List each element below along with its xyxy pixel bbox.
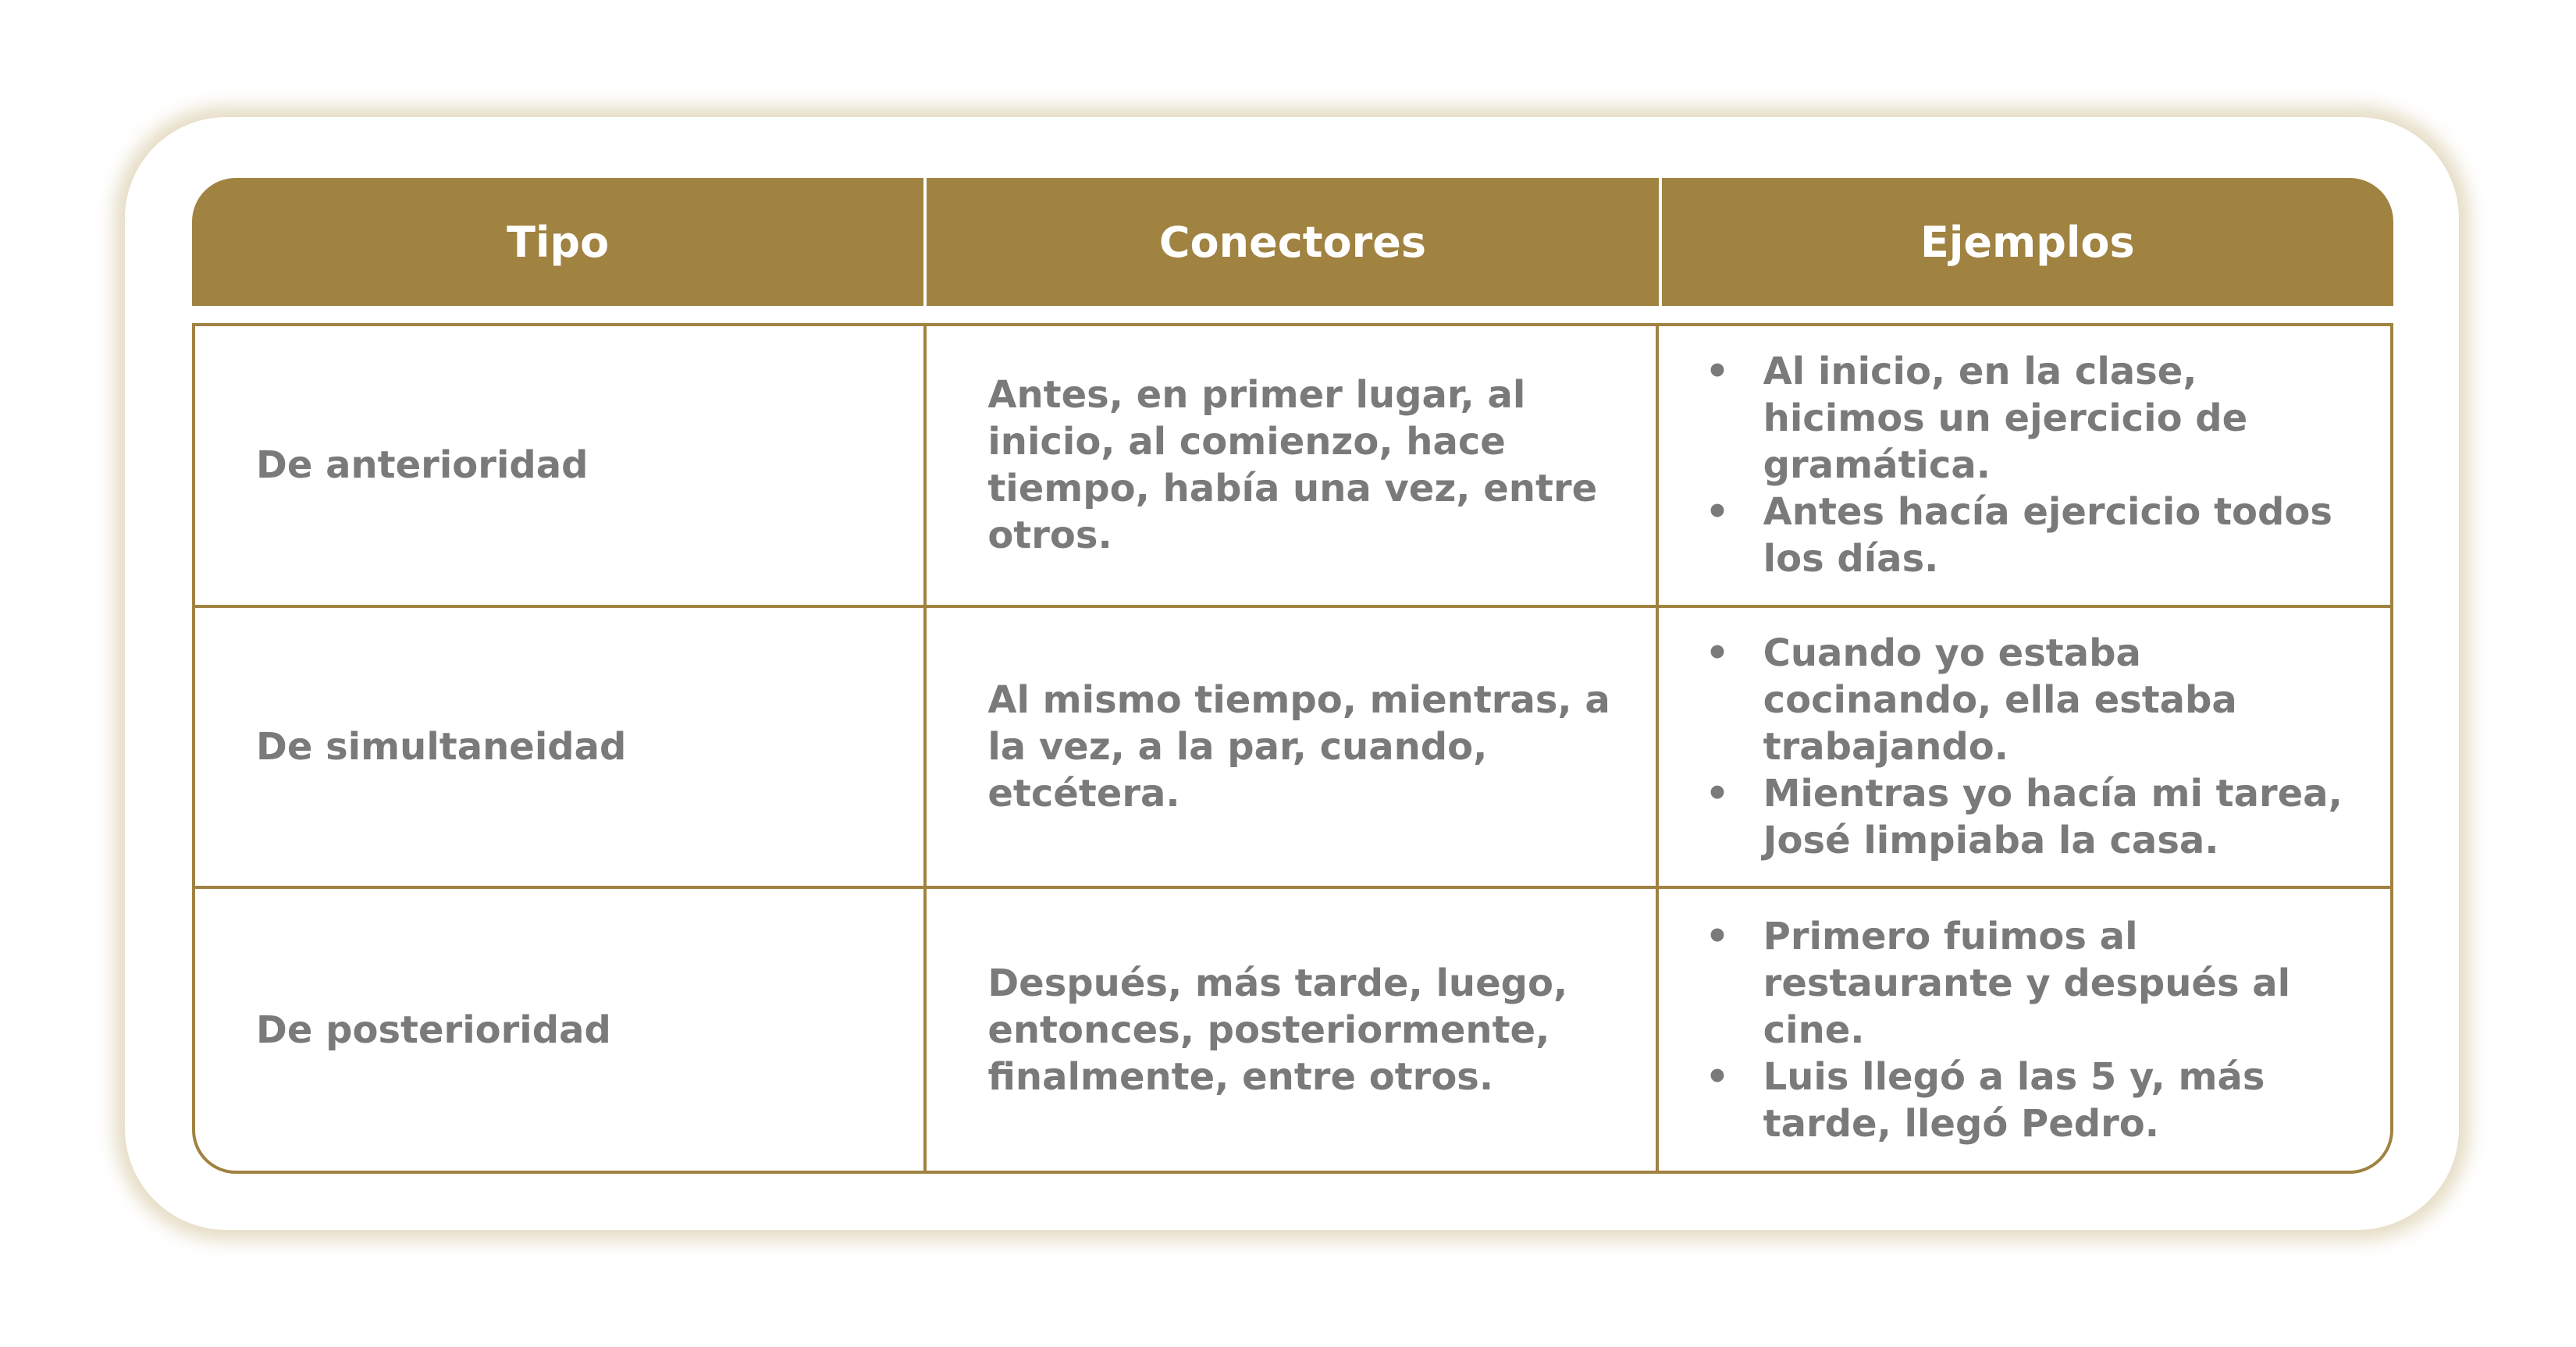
row-simultaneidad-ejemplos	[1659, 608, 2390, 890]
row-posterioridad-tipo	[195, 889, 927, 1171]
header-ejemplos: Ejemplos	[1659, 178, 2393, 306]
bullet-icon: •	[1705, 1054, 1730, 1099]
ejemplo-item: • Luis llegó a las 5 y, más tarde, llegó Pedro.	[1705, 1054, 2265, 1146]
ejemplo-item: • Mientras yo hacía mi tarea, José limpiaba la casa.	[1705, 771, 2343, 862]
conectores-text: Después, más tarde, luego, entonces, posteriormente, finalmente, entre otros.	[987, 961, 1568, 1099]
bullet-icon: •	[1705, 914, 1730, 958]
row-posterioridad-ejemplos	[1659, 889, 2390, 1171]
row-posterioridad-conectores	[927, 889, 1658, 1171]
ejemplo-item: • Cuando yo estaba cocinando, ella estaba trabajando.	[1705, 631, 2237, 769]
ejemplo-item: • Al inicio, en la clase, hicimos un ejercicio de gramática.	[1705, 350, 2248, 488]
tipo-label: De simultaneidad	[256, 724, 627, 769]
conectores-text: Al mismo tiempo, mientras, a la vez, a la par, cuando, etcétera.	[987, 677, 1610, 816]
tipo-label: De posterioridad	[256, 1008, 611, 1052]
row-simultaneidad-conectores	[927, 608, 1658, 890]
row-anterioridad-tipo	[195, 326, 927, 608]
conectores-text: Antes, en primer lugar, al inicio, al comienzo, hace tiempo, había una vez, entre otros.	[987, 373, 1598, 558]
bullet-icon: •	[1705, 631, 1730, 675]
ejemplo-item: • Antes hacía ejercicio todos los días.	[1705, 490, 2332, 581]
bullet-icon: •	[1705, 490, 1730, 535]
row-anterioridad-ejemplos	[1659, 326, 2390, 608]
row-simultaneidad-tipo	[195, 608, 927, 890]
tipo-label: De anterioridad	[256, 443, 589, 488]
table-body	[192, 323, 2393, 1174]
row-anterioridad-conectores	[927, 326, 1658, 608]
bullet-icon: •	[1705, 771, 1730, 816]
header-conectores: Conectores	[923, 178, 1658, 306]
table-header	[192, 178, 2393, 306]
ejemplos-list	[1703, 913, 2359, 1147]
ejemplos-list	[1703, 348, 2359, 582]
ejemplo-item: • Primero fuimos al restaurante y después al cine.	[1705, 914, 2291, 1052]
bullet-icon: •	[1705, 350, 1730, 394]
ejemplos-list	[1703, 630, 2359, 864]
header-tipo: Tipo	[507, 217, 610, 267]
